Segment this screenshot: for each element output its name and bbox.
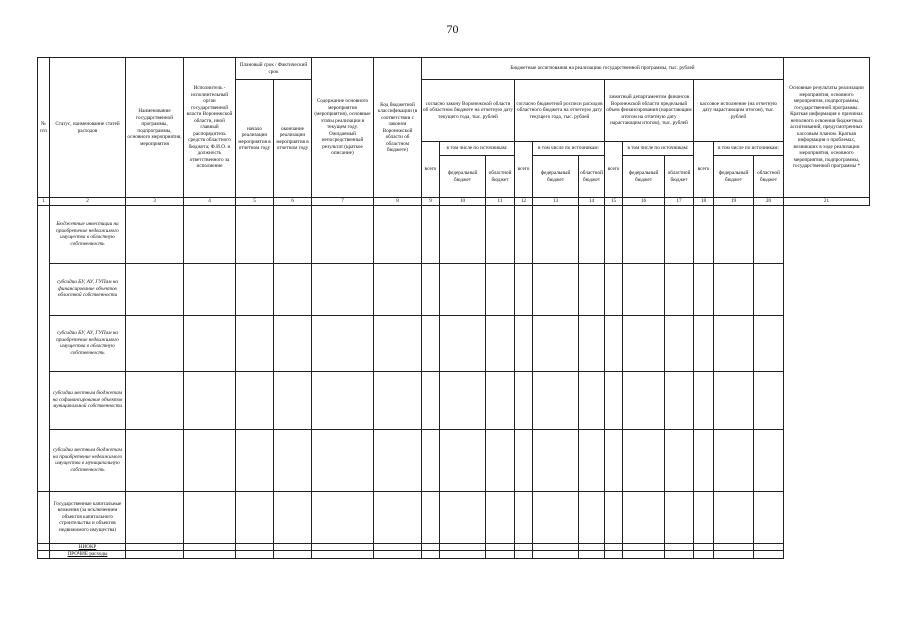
header-incl-3: в том числе по источникам: [623, 142, 694, 156]
header-regional-1: областной бюджет [486, 156, 515, 198]
col-num: 5 [236, 198, 274, 206]
col-num: 15 [605, 198, 623, 206]
row-label: Бюджетные инвестиции на приобретение недвижимого имущества в областную собственность [50, 205, 126, 263]
col-num: 16 [623, 198, 665, 206]
header-total-1: всего [422, 142, 440, 198]
col-num: 4 [184, 198, 236, 206]
col-num: 1 [38, 198, 50, 206]
cell [38, 543, 50, 551]
col-num: 9 [422, 198, 440, 206]
col-num: 12 [515, 198, 533, 206]
table-row [38, 315, 870, 371]
header-by-law: согласно закону Воронежской области об областном бюджете на отчетную дату текущего года, тыс. рублей [422, 80, 515, 142]
header-kbk: Код бюджетной классификации (в соответствии с законом Воронежской области об областном бюджете) [374, 58, 422, 198]
header-federal-1: федеральный бюджет [440, 156, 486, 198]
cell [38, 205, 50, 491]
cell [38, 491, 50, 543]
column-numbers-row [38, 198, 870, 206]
other-label: ПРОЧИЕ расходы [50, 551, 126, 559]
row-label: субсидии местным бюджетам на приобретение недвижимого имущества в муниципальную собственность [50, 429, 126, 491]
col-num: 13 [533, 198, 579, 206]
table-row [38, 551, 870, 559]
header-results: Основные результаты реализации мероприятия, основного мероприятия, подпрограммы, государственной программы. Краткая информация о причинах неполного освоения бюджетных ассигнований, предусмотренных кассовым планом. Краткая информация о проблемах, возникших в ходе реализации мероприятия, основного мероприятия, подпрограммы, государственной программы * [784, 58, 870, 198]
table-row [38, 263, 870, 315]
page-number: 70 [446, 22, 459, 36]
col-num: 17 [665, 198, 694, 206]
table-row [38, 205, 870, 263]
header-federal-4: федеральный бюджет [714, 156, 754, 198]
header-no: № п/п [38, 58, 50, 198]
header-limit: лимитный департаментом финансов Воронежской области предельный объем финансирования (нарастающим итогом на отчетную дату нарастающим итогом), тыс. рублей [605, 80, 694, 142]
header-budget: Бюджетные ассигнования на реализацию государственной программы, тыс. рублей [422, 58, 784, 80]
table-row [38, 371, 870, 429]
row-label: субсидии БУ, АУ, ГУПам на приобретение недвижимого имущества в областную собственность [50, 315, 126, 371]
header-total-2: всего [515, 142, 533, 198]
row-label: субсидии БУ, АУ, ГУПам на финансирование объектов областной собственности [50, 263, 126, 315]
table-row [38, 491, 870, 543]
col-num: 14 [579, 198, 605, 206]
header-incl-2: в том числе по источникам: [533, 142, 605, 156]
cell [38, 551, 50, 559]
header-total-3: всего [605, 142, 623, 198]
niokr-label: НИОКР [50, 543, 126, 551]
col-num: 3 [126, 198, 184, 206]
budget-report-table [37, 57, 870, 559]
header-regional-3: областной бюджет [665, 156, 694, 198]
header-executor: Исполнитель - исполнительный орган государственной власти Воронежской области, иной главный распорядитель средств областного бюджета; Ф.И.О. и должность ответственного за исполнение [184, 58, 236, 198]
col-num: 11 [486, 198, 515, 206]
col-num: 7 [312, 198, 374, 206]
header-content: Содержание основного мероприятия (мероприятия), основные этапы реализации в текущем году. Ожидаемый непосредственный результат (краткое описание) [312, 58, 374, 198]
table-row [38, 543, 870, 551]
col-num: 18 [694, 198, 714, 206]
header-status: Статус, наименование статей расходов [50, 58, 126, 198]
capital-row-label: Государственные капитальные вложения (за исключением объектов капитального строительства и объектов недвижимого имущества) [50, 491, 126, 543]
header-federal-3: федеральный бюджет [623, 156, 665, 198]
header-end: окончание реализации мероприятия в отчетном году [274, 80, 312, 198]
header-plan-term: Плановый срок / Фактический срок [236, 58, 312, 80]
header-federal-2: федеральный бюджет [533, 156, 579, 198]
header-cash: кассовое исполнение (на отчетную дату нарастающим итогом), тыс. рублей [694, 80, 784, 142]
header-start: начало реализации мероприятия в отчетном году [236, 80, 274, 198]
col-num: 21 [784, 198, 870, 206]
header-regional-4: областной бюджет [754, 156, 784, 198]
header-total-4: всего [694, 142, 714, 198]
col-num: 2 [50, 198, 126, 206]
col-num: 19 [714, 198, 754, 206]
header-regional-2: областной бюджет [579, 156, 605, 198]
row-label: субсидии местным бюджетам на софинансирование объектов муниципальной собственности [50, 371, 126, 429]
header-incl-1: в том числе по источникам: [440, 142, 515, 156]
col-num: 8 [374, 198, 422, 206]
col-num: 20 [754, 198, 784, 206]
col-num: 6 [274, 198, 312, 206]
table-row [38, 429, 870, 491]
col-num: 10 [440, 198, 486, 206]
header-incl-4: в том числе по источникам: [714, 142, 784, 156]
header-by-list: согласно бюджетной росписи расходов областного бюджета на отчетную дату текущего года, тыс. рублей [515, 80, 605, 142]
header-name: Наименование государственной программы, подпрограммы, основного мероприятия, мероприятия [126, 58, 184, 198]
